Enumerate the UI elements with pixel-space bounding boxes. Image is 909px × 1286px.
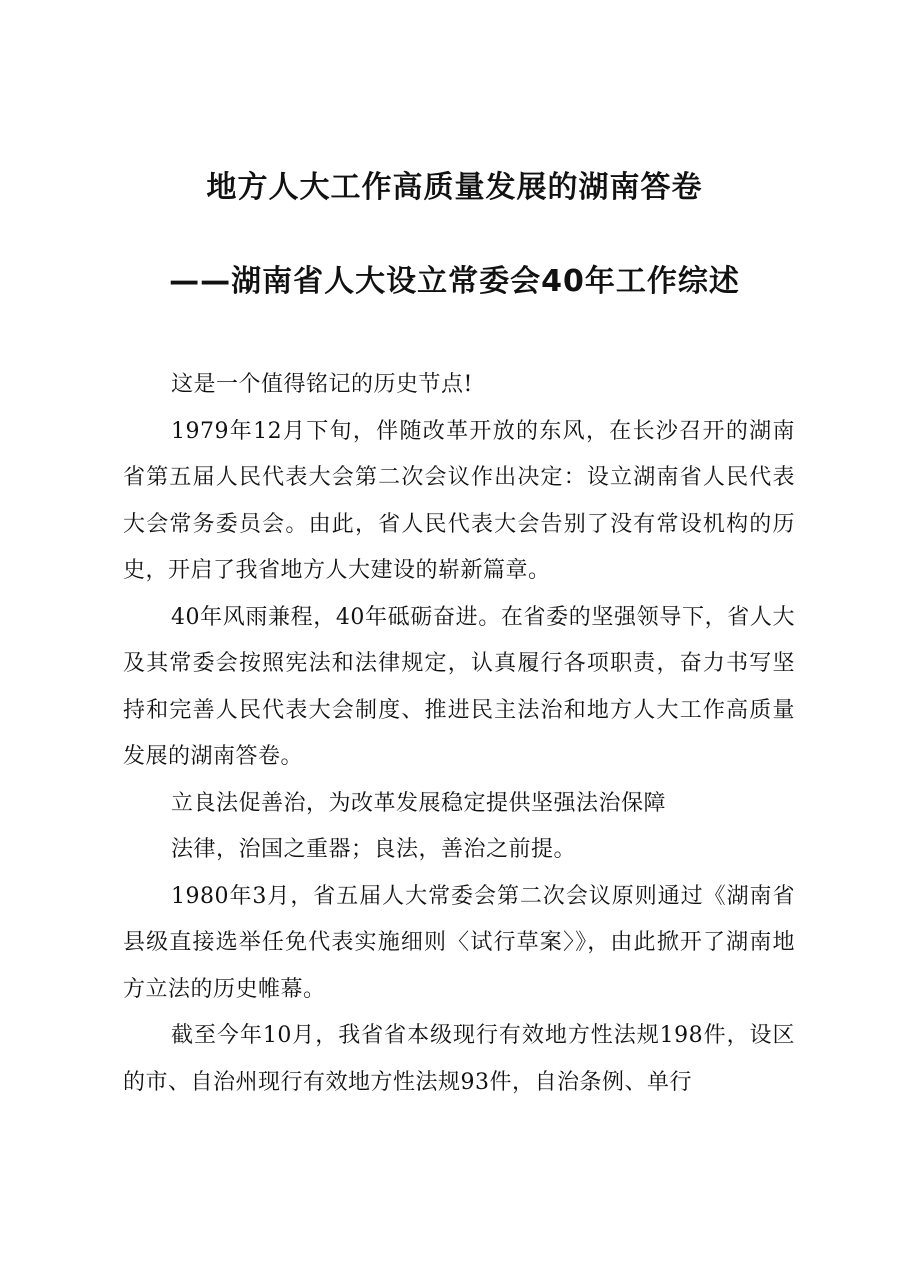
paragraph: 截至今年10月，我省省本级现行有效地方性法规198件，设区的市、自治州现行有效地方性法规93件，自治条例、单行 — [123, 1023, 795, 1095]
document-subtitle: ——湖南省人大设立常委会40年工作综述 — [169, 264, 740, 299]
paragraph: 这是一个值得铭记的历史节点! — [171, 372, 473, 397]
section-heading: 立良法促善治，为改革发展稳定提供坚强法治保障 — [171, 790, 667, 816]
document-body — [123, 362, 795, 1106]
paragraph: 40年风雨兼程，40年砥砺奋进。在省委的坚强领导下，省人大及其常委会按照宪法和法律规定，认真履行各项职责，奋力书写坚持和完善人民代表大会制度、推进民主法治和地方人大工作高质量发展的湖南答卷。 — [123, 604, 795, 769]
paragraph: 1979年12月下旬，伴随改革开放的东风，在长沙召开的湖南省第五届人民代表大会第二次会议作出决定：设立湖南省人民代表大会常务委员会。由此，省人民代表大会告别了没有常设机构的历史，开启了我省地方人大建设的崭新篇章。 — [123, 418, 795, 583]
paragraph: 法律，治国之重器；良法，善治之前提。 — [171, 837, 577, 862]
paragraph: 1980年3月，省五届人大常委会第二次会议原则通过《湖南省县级直接选举任免代表实施细则〈试行草案〉》，由此掀开了湖南地方立法的历史帷幕。 — [123, 883, 795, 1002]
document-title: 地方人大工作高质量发展的湖南答卷 — [206, 170, 703, 205]
